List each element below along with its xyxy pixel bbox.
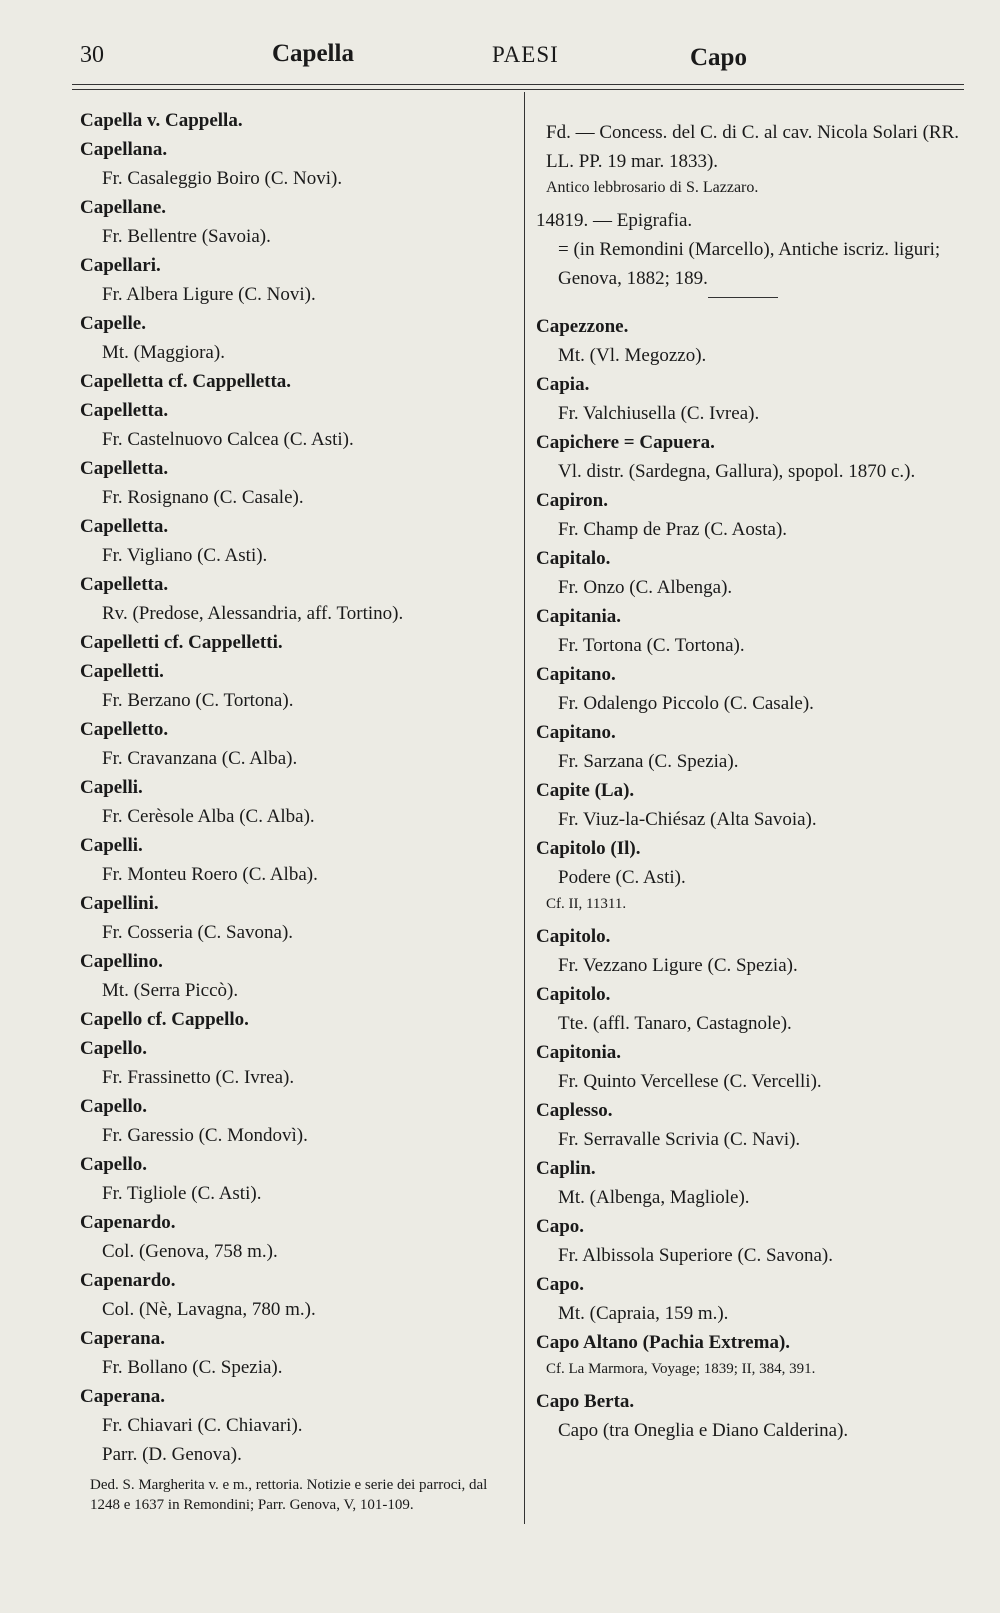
entry-title: Capellari.	[80, 255, 161, 276]
entry-title: Capitania.	[536, 606, 621, 627]
column-divider	[524, 92, 525, 1524]
gazetteer-entry	[536, 428, 966, 486]
entry-detail: Fr. Onzo (C. Albenga).	[558, 577, 733, 598]
entry-detail: Fr. Cerèsole Alba (C. Alba).	[102, 806, 315, 827]
gazetteer-entry	[536, 1038, 966, 1096]
entry-title: Capellana.	[80, 139, 168, 160]
gazetteer-entry	[80, 512, 510, 570]
entry-title: Capitolo.	[536, 984, 611, 1005]
gazetteer-entry	[80, 1266, 510, 1324]
entry-title: Capitolo.	[536, 926, 611, 947]
gazetteer-entry	[80, 1382, 510, 1469]
gazetteer-entry	[536, 1154, 966, 1212]
gazetteer-entry	[536, 980, 966, 1038]
gazetteer-entry	[80, 1324, 510, 1382]
entry-title: Capellane.	[80, 197, 167, 218]
entry-title: Capite (La).	[536, 780, 635, 801]
entry-detail: Fr. Vigliano (C. Asti).	[102, 545, 268, 566]
gazetteer-entry	[80, 1092, 510, 1150]
gazetteer-entry	[80, 715, 510, 773]
entry-title: Capelletta.	[80, 574, 169, 595]
gazetteer-entry	[80, 831, 510, 889]
entry-detail: Fr. Berzano (C. Tortona).	[102, 690, 294, 711]
gazetteer-entry	[80, 367, 510, 396]
entry-title: Capelle.	[80, 313, 146, 334]
parish-note: Ded. S. Margherita v. e m., rettoria. Notizie e serie dei parroci, dal 1248 e 1637 in Remondini; Parr. Genova, V, 101-109.	[90, 1477, 488, 1513]
gazetteer-entry	[80, 889, 510, 947]
entry-title: Capenardo.	[80, 1212, 176, 1233]
gazetteer-entry	[80, 309, 510, 367]
gazetteer-entry	[536, 486, 966, 544]
gazetteer-entry	[80, 193, 510, 251]
gazetteer-entry	[80, 251, 510, 309]
entry-title: Capella v. Cappella.	[80, 110, 243, 131]
entry-title: Caperana.	[80, 1386, 165, 1407]
gazetteer-entry	[536, 834, 966, 914]
section-rule	[708, 297, 778, 298]
entry-detail: Fr. Viuz-la-Chiésaz (Alta Savoia).	[558, 809, 817, 830]
entry-detail: Fr. Bellentre (Savoia).	[102, 226, 271, 247]
entry-title: Capitano.	[536, 722, 616, 743]
gazetteer-entry	[80, 657, 510, 715]
entry-title: Capitalo.	[536, 548, 611, 569]
entry-title: Capitonia.	[536, 1042, 621, 1063]
entry-title: Capelletta.	[80, 516, 169, 537]
gazetteer-entry	[536, 370, 966, 428]
header-left-word: Capella	[272, 40, 354, 67]
entry-title: Capello.	[80, 1096, 148, 1117]
entry-title: Capellino.	[80, 951, 163, 972]
entry-detail: Col. (Nè, Lavagna, 780 m.).	[102, 1299, 316, 1320]
entry-title: Capelletti.	[80, 661, 164, 682]
entry-detail: Fr. Garessio (C. Mondovì).	[102, 1125, 308, 1146]
entry-note: Cf. II, 11311.	[546, 896, 627, 912]
gazetteer-entry	[536, 718, 966, 776]
entry-title: Capo Altano (Pachia Extrema).	[536, 1332, 791, 1353]
gazetteer-entry	[80, 396, 510, 454]
entry-detail: Fr. Albissola Superiore (C. Savona).	[558, 1245, 833, 1266]
entry-detail: Fr. Serravalle Scrivia (C. Navi).	[558, 1129, 801, 1150]
entry-detail: Rv. (Predose, Alessandria, aff. Tortino).	[102, 603, 404, 624]
right-entries	[536, 312, 966, 1445]
entry-detail: Mt. (Capraia, 159 m.).	[558, 1303, 729, 1324]
entry-title: Capello.	[80, 1038, 148, 1059]
entry-title: Capelletti cf. Cappelletti.	[80, 632, 283, 653]
antico-note: Antico lebbrosario di S. Lazzaro.	[546, 179, 759, 196]
entry-note: Cf. La Marmora, Voyage; 1839; II, 384, 391.	[546, 1361, 816, 1377]
entry-detail: Col. (Genova, 758 m.).	[102, 1241, 278, 1262]
entry-title: Capelletto.	[80, 719, 169, 740]
entry-title: Capo Berta.	[536, 1391, 635, 1412]
entry-title: Capelletta.	[80, 400, 169, 421]
fd-line: Fd. — Concess. del C. di C. al cav. Nicola Solari (RR. LL. PP. 19 mar. 1833).	[546, 122, 960, 172]
entry-title: Capiron.	[536, 490, 608, 511]
entry-detail: Fr. Bollano (C. Spezia).	[102, 1357, 283, 1378]
gazetteer-entry	[536, 1387, 966, 1445]
entry-title: Capenardo.	[80, 1270, 176, 1291]
entry-detail: Mt. (Vl. Megozzo).	[558, 345, 707, 366]
entry-detail: Fr. Monteu Roero (C. Alba).	[102, 864, 318, 885]
epigrafia-heading: 14819. — Epigrafia.	[536, 210, 693, 231]
entry-title: Capellini.	[80, 893, 159, 914]
entry-title: Capia.	[536, 374, 590, 395]
entry-title: Capelletta cf. Cappelletta.	[80, 371, 292, 392]
gazetteer-entry	[80, 106, 510, 135]
entry-detail: Fr. Champ de Praz (C. Aosta).	[558, 519, 788, 540]
left-column	[80, 106, 510, 1523]
gazetteer-entry	[80, 947, 510, 1005]
entry-detail: Fr. Tortona (C. Tortona).	[558, 635, 745, 656]
entry-title: Capitano.	[536, 664, 616, 685]
entry-detail: Vl. distr. (Sardegna, Gallura), spopol. 1870 c.).	[558, 461, 916, 482]
right-column	[536, 118, 966, 1445]
entry-title: Capo.	[536, 1274, 585, 1295]
gazetteer-entry	[536, 776, 966, 834]
gazetteer-entry	[536, 660, 966, 718]
entry-title: Capello cf. Cappello.	[80, 1009, 249, 1030]
entry-detail: Podere (C. Asti).	[558, 867, 686, 888]
gazetteer-entry	[80, 628, 510, 657]
entry-detail: Fr. Castelnuovo Calcea (C. Asti).	[102, 429, 354, 450]
header-rule-double	[72, 89, 964, 90]
header-center-word: PAESI	[492, 42, 559, 67]
entry-detail: Fr. Sarzana (C. Spezia).	[558, 751, 739, 772]
header-right-word: Capo	[690, 44, 747, 71]
entry-detail: Fr. Cosseria (C. Savona).	[102, 922, 294, 943]
entry-detail: Fr. Tigliole (C. Asti).	[102, 1183, 262, 1204]
gazetteer-entry	[80, 1005, 510, 1034]
gazetteer-entry	[536, 1212, 966, 1270]
running-header	[80, 38, 960, 78]
entry-detail: Fr. Frassinetto (C. Ivrea).	[102, 1067, 295, 1088]
epigrafia-text: = (in Remondini (Marcello), Antiche iscriz. liguri; Genova, 1882; 189.	[558, 239, 941, 289]
entry-title: Caplin.	[536, 1158, 596, 1179]
entry-detail: Mt. (Albenga, Magliole).	[558, 1187, 750, 1208]
entry-detail: Fr. Vezzano Ligure (C. Spezia).	[558, 955, 798, 976]
entry-title: Capelli.	[80, 835, 143, 856]
entry-title: Capelli.	[80, 777, 143, 798]
entry-detail: Mt. (Maggiora).	[102, 342, 225, 363]
entry-title: Capello.	[80, 1154, 148, 1175]
entry-title: Capelletta.	[80, 458, 169, 479]
gazetteer-entry	[80, 1150, 510, 1208]
gazetteer-entry	[536, 312, 966, 370]
entry-detail: Fr. Albera Ligure (C. Novi).	[102, 284, 316, 305]
entry-title: Capezzone.	[536, 316, 629, 337]
gazetteer-entry	[536, 1096, 966, 1154]
gazetteer-entry	[80, 773, 510, 831]
entry-detail: Fr. Rosignano (C. Casale).	[102, 487, 304, 508]
gazetteer-entry	[80, 454, 510, 512]
entry-detail: Parr. (D. Genova).	[102, 1444, 242, 1465]
entry-title: Capichere = Capuera.	[536, 432, 715, 453]
entry-detail: Fr. Cravanzana (C. Alba).	[102, 748, 298, 769]
gazetteer-entry	[536, 922, 966, 980]
header-rule	[72, 84, 964, 85]
entry-detail: Fr. Casaleggio Boiro (C. Novi).	[102, 168, 343, 189]
gazetteer-entry	[80, 135, 510, 193]
entry-detail: Fr. Chiavari (C. Chiavari).	[102, 1415, 303, 1436]
entry-detail: Fr. Odalengo Piccolo (C. Casale).	[558, 693, 814, 714]
entry-title: Caperana.	[80, 1328, 165, 1349]
entry-detail: Fr. Valchiusella (C. Ivrea).	[558, 403, 760, 424]
gazetteer-entry	[536, 602, 966, 660]
entry-title: Capitolo (Il).	[536, 838, 641, 859]
entry-detail: Tte. (affl. Tanaro, Castagnole).	[558, 1013, 792, 1034]
page-number: 30	[80, 42, 104, 68]
gazetteer-entry	[536, 1328, 966, 1379]
gazetteer-entry	[536, 1270, 966, 1328]
entry-detail: Mt. (Serra Piccò).	[102, 980, 239, 1001]
gazetteer-entry	[80, 570, 510, 628]
entry-title: Caplesso.	[536, 1100, 613, 1121]
entry-detail: Fr. Quinto Vercellese (C. Vercelli).	[558, 1071, 822, 1092]
entry-detail: Capo (tra Oneglia e Diano Calderina).	[558, 1420, 849, 1441]
gazetteer-entry	[536, 544, 966, 602]
gazetteer-entry	[80, 1034, 510, 1092]
entry-title: Capo.	[536, 1216, 585, 1237]
gazetteer-entry	[80, 1208, 510, 1266]
